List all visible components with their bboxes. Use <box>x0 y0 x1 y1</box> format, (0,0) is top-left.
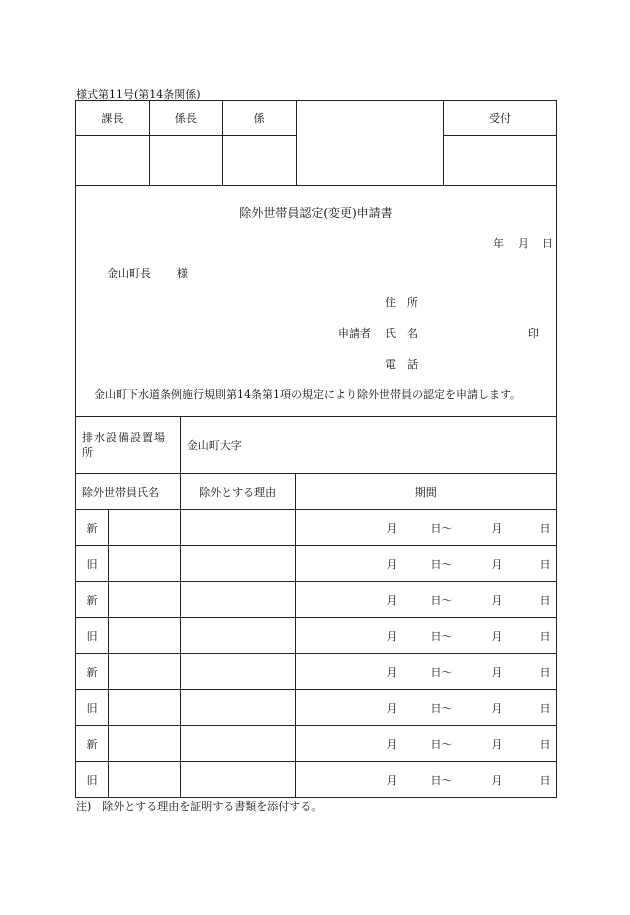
reason-cell[interactable] <box>180 546 295 582</box>
period-month-to: 月 <box>491 593 503 607</box>
row-type: 新 <box>76 654 109 690</box>
application-statement: 金山町下水道条例施行規則第14条第1項の規定により除外世帯員の認定を申請します。 <box>94 388 522 401</box>
period-day-to: 日 <box>539 593 551 607</box>
approval-table <box>75 100 557 186</box>
member-name-cell[interactable] <box>108 510 180 546</box>
approval-blank-cell <box>296 101 444 186</box>
reason-cell[interactable] <box>180 582 295 618</box>
period-cell[interactable] <box>295 654 556 690</box>
table-row <box>76 582 557 618</box>
period-day-to: 日 <box>539 701 551 715</box>
period-month-to: 月 <box>491 629 503 643</box>
period-month-from: 月 <box>386 521 398 535</box>
period-cell[interactable] <box>295 762 556 798</box>
period-day-to: 日 <box>539 521 551 535</box>
reason-cell[interactable] <box>180 654 295 690</box>
period-month-from: 月 <box>386 665 398 679</box>
period-month-from: 月 <box>386 737 398 751</box>
application-box <box>75 185 557 417</box>
addressee-honorific: 様 <box>177 267 188 280</box>
period-day-from: 日〜 <box>430 521 453 535</box>
reason-cell[interactable] <box>180 618 295 654</box>
row-type: 新 <box>76 582 109 618</box>
location-label: 排水設備設置場所 <box>76 417 181 474</box>
row-type: 旧 <box>76 546 109 582</box>
period-month-to: 月 <box>491 737 503 751</box>
footnote: 注) 除外とする理由を証明する書類を添付する。 <box>76 800 323 813</box>
period-cell[interactable] <box>295 618 556 654</box>
stamp-cell-staff[interactable] <box>222 136 296 186</box>
period-month-to: 月 <box>491 521 503 535</box>
name-label: 氏 名 <box>385 327 418 340</box>
period-day-to: 日 <box>539 629 551 643</box>
member-name-cell[interactable] <box>108 690 180 726</box>
period-month-to: 月 <box>491 557 503 571</box>
table-row <box>76 546 557 582</box>
col-header-period: 期間 <box>295 474 556 510</box>
period-month-to: 月 <box>491 701 503 715</box>
table-row <box>76 510 557 546</box>
details-table <box>75 416 557 798</box>
period-day-to: 日 <box>539 557 551 571</box>
member-name-cell[interactable] <box>108 726 180 762</box>
period-month-from: 月 <box>386 701 398 715</box>
approval-header-staff: 係 <box>222 101 296 136</box>
address-label: 住 所 <box>385 296 418 309</box>
table-row <box>76 618 557 654</box>
member-name-cell[interactable] <box>108 582 180 618</box>
form-id: 様式第11号(第14条関係) <box>76 88 201 101</box>
seal-label: 印 <box>528 327 539 340</box>
period-month-from: 月 <box>386 557 398 571</box>
table-row <box>76 726 557 762</box>
period-month-from: 月 <box>386 773 398 787</box>
period-day-from: 日〜 <box>430 665 453 679</box>
approval-header-subsection-chief: 係長 <box>149 101 222 136</box>
row-type: 新 <box>76 510 109 546</box>
period-day-to: 日 <box>539 773 551 787</box>
period-day-from: 日〜 <box>430 629 453 643</box>
table-row <box>76 762 557 798</box>
approval-header-reception: 受付 <box>444 101 557 136</box>
period-cell[interactable] <box>295 510 556 546</box>
period-cell[interactable] <box>295 546 556 582</box>
location-value[interactable]: 金山町大字 <box>180 417 556 474</box>
period-day-from: 日〜 <box>430 593 453 607</box>
approval-header-section-chief: 課長 <box>76 101 150 136</box>
reason-cell[interactable] <box>180 510 295 546</box>
period-month-to: 月 <box>491 773 503 787</box>
member-name-cell[interactable] <box>108 618 180 654</box>
period-day-from: 日〜 <box>430 557 453 571</box>
addressee-name: 金山町長 <box>107 267 151 280</box>
period-cell[interactable] <box>295 582 556 618</box>
period-day-to: 日 <box>539 665 551 679</box>
date-month-label: 月 <box>518 237 529 250</box>
date-year-label: 年 <box>493 237 504 250</box>
table-row <box>76 654 557 690</box>
reason-cell[interactable] <box>180 690 295 726</box>
period-month-to: 月 <box>491 665 503 679</box>
row-type: 旧 <box>76 618 109 654</box>
member-name-cell[interactable] <box>108 546 180 582</box>
stamp-cell-reception[interactable] <box>444 136 557 186</box>
col-header-name: 除外世帯員氏名 <box>76 474 181 510</box>
member-name-cell[interactable] <box>108 654 180 690</box>
period-cell[interactable] <box>295 726 556 762</box>
date-day-label: 日 <box>542 237 553 250</box>
reason-cell[interactable] <box>180 726 295 762</box>
stamp-cell-section-chief[interactable] <box>76 136 150 186</box>
period-month-from: 月 <box>386 629 398 643</box>
row-type: 新 <box>76 726 109 762</box>
period-cell[interactable] <box>295 690 556 726</box>
period-day-from: 日〜 <box>430 701 453 715</box>
col-header-reason: 除外とする理由 <box>180 474 295 510</box>
application-title: 除外世帯員認定(変更)申請書 <box>239 206 393 220</box>
member-name-cell[interactable] <box>108 762 180 798</box>
period-day-from: 日〜 <box>430 737 453 751</box>
period-day-to: 日 <box>539 737 551 751</box>
table-row <box>76 690 557 726</box>
row-type: 旧 <box>76 762 109 798</box>
member-rows <box>76 510 557 798</box>
phone-label: 電 話 <box>385 358 418 371</box>
period-month-from: 月 <box>386 593 398 607</box>
period-day-from: 日〜 <box>430 773 453 787</box>
row-type: 旧 <box>76 690 109 726</box>
reason-cell[interactable] <box>180 762 295 798</box>
applicant-label: 申請者 <box>338 327 371 340</box>
stamp-cell-subsection-chief[interactable] <box>149 136 222 186</box>
